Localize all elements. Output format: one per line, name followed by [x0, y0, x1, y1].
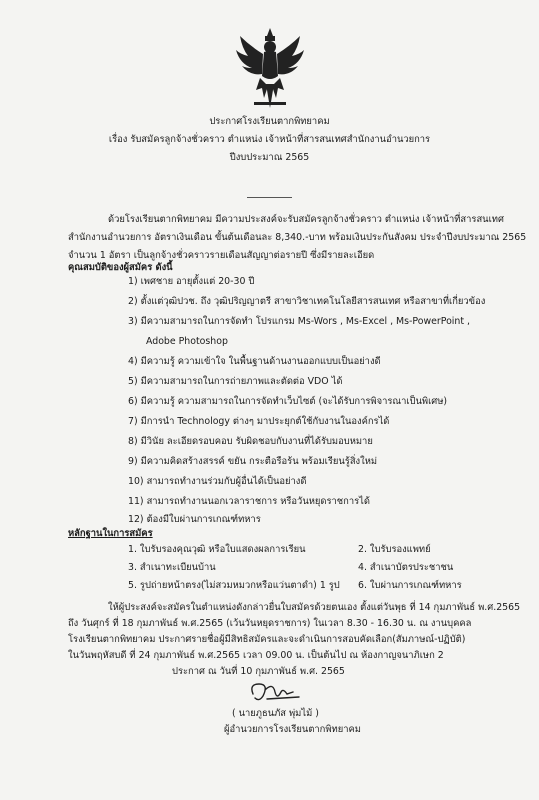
documents-heading: หลักฐานในการสมัคร [68, 528, 153, 539]
document-item: 2. ใบรับรองแพทย์ [358, 544, 431, 555]
qualification-item: 8) มีวินัย ละเอียดรอบคอบ รับผิดชอบกับงานที่ได้รับมอบหมาย [128, 436, 373, 447]
signatory-name: ( นายภูธนภัส พุ่มไม้ ) [232, 708, 319, 719]
qualification-item: 6) มีความรู้ ความสามารถในการจัดทำเว็บไซต์ (จะได้รับการพิจารณาเป็นพิเศษ) [128, 396, 448, 407]
intro-line: ด้วยโรงเรียนตากพิทยาคม มีความประสงค์จะรับสมัครลูกจ้างชั่วคราว ตำแหน่ง เจ้าหน้าที่สารสนเทศ [108, 214, 504, 225]
garuda-emblem-icon [236, 28, 304, 110]
document-item: 5. รูปถ่ายหน้าตรง(ไม่สวมหมวกหรือแว่นตาดำ) 1 รูป [128, 580, 340, 591]
qualification-item: 10) สามารถทำงานร่วมกับผู้อื่นได้เป็นอย่างดี [128, 476, 307, 487]
qualification-item: 11) สามารถทำงานนอกเวลาราชการ หรือวันหยุดราชการได้ [128, 496, 370, 507]
qualification-item: Adobe Photoshop [146, 336, 228, 347]
signatory-position: ผู้อำนวยการโรงเรียนตากพิทยาคม [224, 724, 361, 735]
qualification-item: 3) มีความสามารถในการจัดทำ โปรแกรม Ms-Wors , Ms-Excel , Ms-PowerPoint , [128, 316, 470, 327]
application-line: ถึง วันศุกร์ ที่ 18 กุมภาพันธ์ พ.ศ.2565 (เว้นวันหยุดราชการ) ในเวลา 8.30 - 16.30 น. ณ งานบุคคล [68, 618, 472, 629]
intro-line: จำนวน 1 อัตรา เป็นลูกจ้างชั่วคราวรายเดือนสัญญาต่อรายปี ซึ่งมีรายละเอียด [68, 250, 375, 261]
announcement-date: ประกาศ ณ วันที่ 10 กุมภาพันธ์ พ.ศ. 2565 [172, 666, 345, 677]
qualification-item: 4) มีความรู้ ความเข้าใจ ในพื้นฐานด้านงานออกแบบเป็นอย่างดี [128, 356, 381, 367]
signature [247, 680, 307, 704]
qualification-item: 1) เพศชาย อายุตั้งแต่ 20-30 ปี [128, 276, 255, 287]
document-item: 3. สำเนาทะเบียนบ้าน [128, 562, 216, 573]
application-line: ในวันพฤหัสบดี ที่ 24 กุมภาพันธ์ พ.ศ.2565 เวลา 09.00 น. เป็นต้นไป ณ ห้องกาญจนาภิเษก 2 [68, 650, 444, 661]
announcement-subject: เรื่อง รับสมัครลูกจ้างชั่วคราว ตำแหน่ง เจ้าหน้าที่สารสนเทศสำนักงานอำนวยการ [108, 134, 431, 145]
fiscal-year: ปีงบประมาณ 2565 [229, 152, 310, 163]
document-item: 6. ใบผ่านการเกณฑ์ทหาร [358, 580, 462, 591]
application-line: ให้ผู้ประสงค์จะสมัครในตำแหน่งดังกล่าวยื่นใบสมัครด้วยตนเอง ตั้งแต่วันพุธ ที่ 14 กุมภาพันธ์ พ.ศ.2565 [108, 602, 521, 613]
qualifications-heading: คุณสมบัติของผู้สมัคร ดังนี้ [68, 262, 173, 273]
intro-line: สำนักงานอำนวยการ อัตราเงินเดือน ขั้นต้นเดือนละ 8,340.-บาท พร้อมเงินประกันสังคม ประจำปีงบประมาณ 2565 [68, 232, 527, 243]
announcement-title: ประกาศโรงเรียนตากพิทยาคม [209, 116, 330, 127]
application-line: โรงเรียนตากพิทยาคม ประกาศรายชื่อผู้มีสิทธิสมัครและจะดำเนินการสอบคัดเลือก(สัมภาษณ์-ปฏิบัติ) [68, 634, 466, 645]
qualification-item: 7) มีการนำ Technology ต่างๆ มาประยุกต์ใช้กับงานในองค์กรได้ [128, 416, 390, 427]
qualification-item: 5) มีความสามารถในการถ่ายภาพและตัดต่อ VDO ได้ [128, 376, 343, 387]
qualification-item: 12) ต้องมีใบผ่านการเกณฑ์ทหาร [128, 514, 261, 525]
document-item: 4. สำเนาบัตรประชาชน [358, 562, 454, 573]
divider [247, 197, 292, 198]
document-item: 1. ใบรับรองคุณวุฒิ หรือใบแสดงผลการเรียน [128, 544, 306, 555]
qualification-item: 9) มีความคิดสร้างสรรค์ ขยัน กระตือรือร้น พร้อมเรียนรู้สิ่งใหม่ [128, 456, 378, 467]
qualification-item: 2) ตั้งแต่วุฒิปวช. ถึง วุฒิปริญญาตรี สาขาวิชาเทคโนโลยีสารสนเทศ หรือสาขาที่เกี่ยวข้อง [128, 296, 486, 307]
